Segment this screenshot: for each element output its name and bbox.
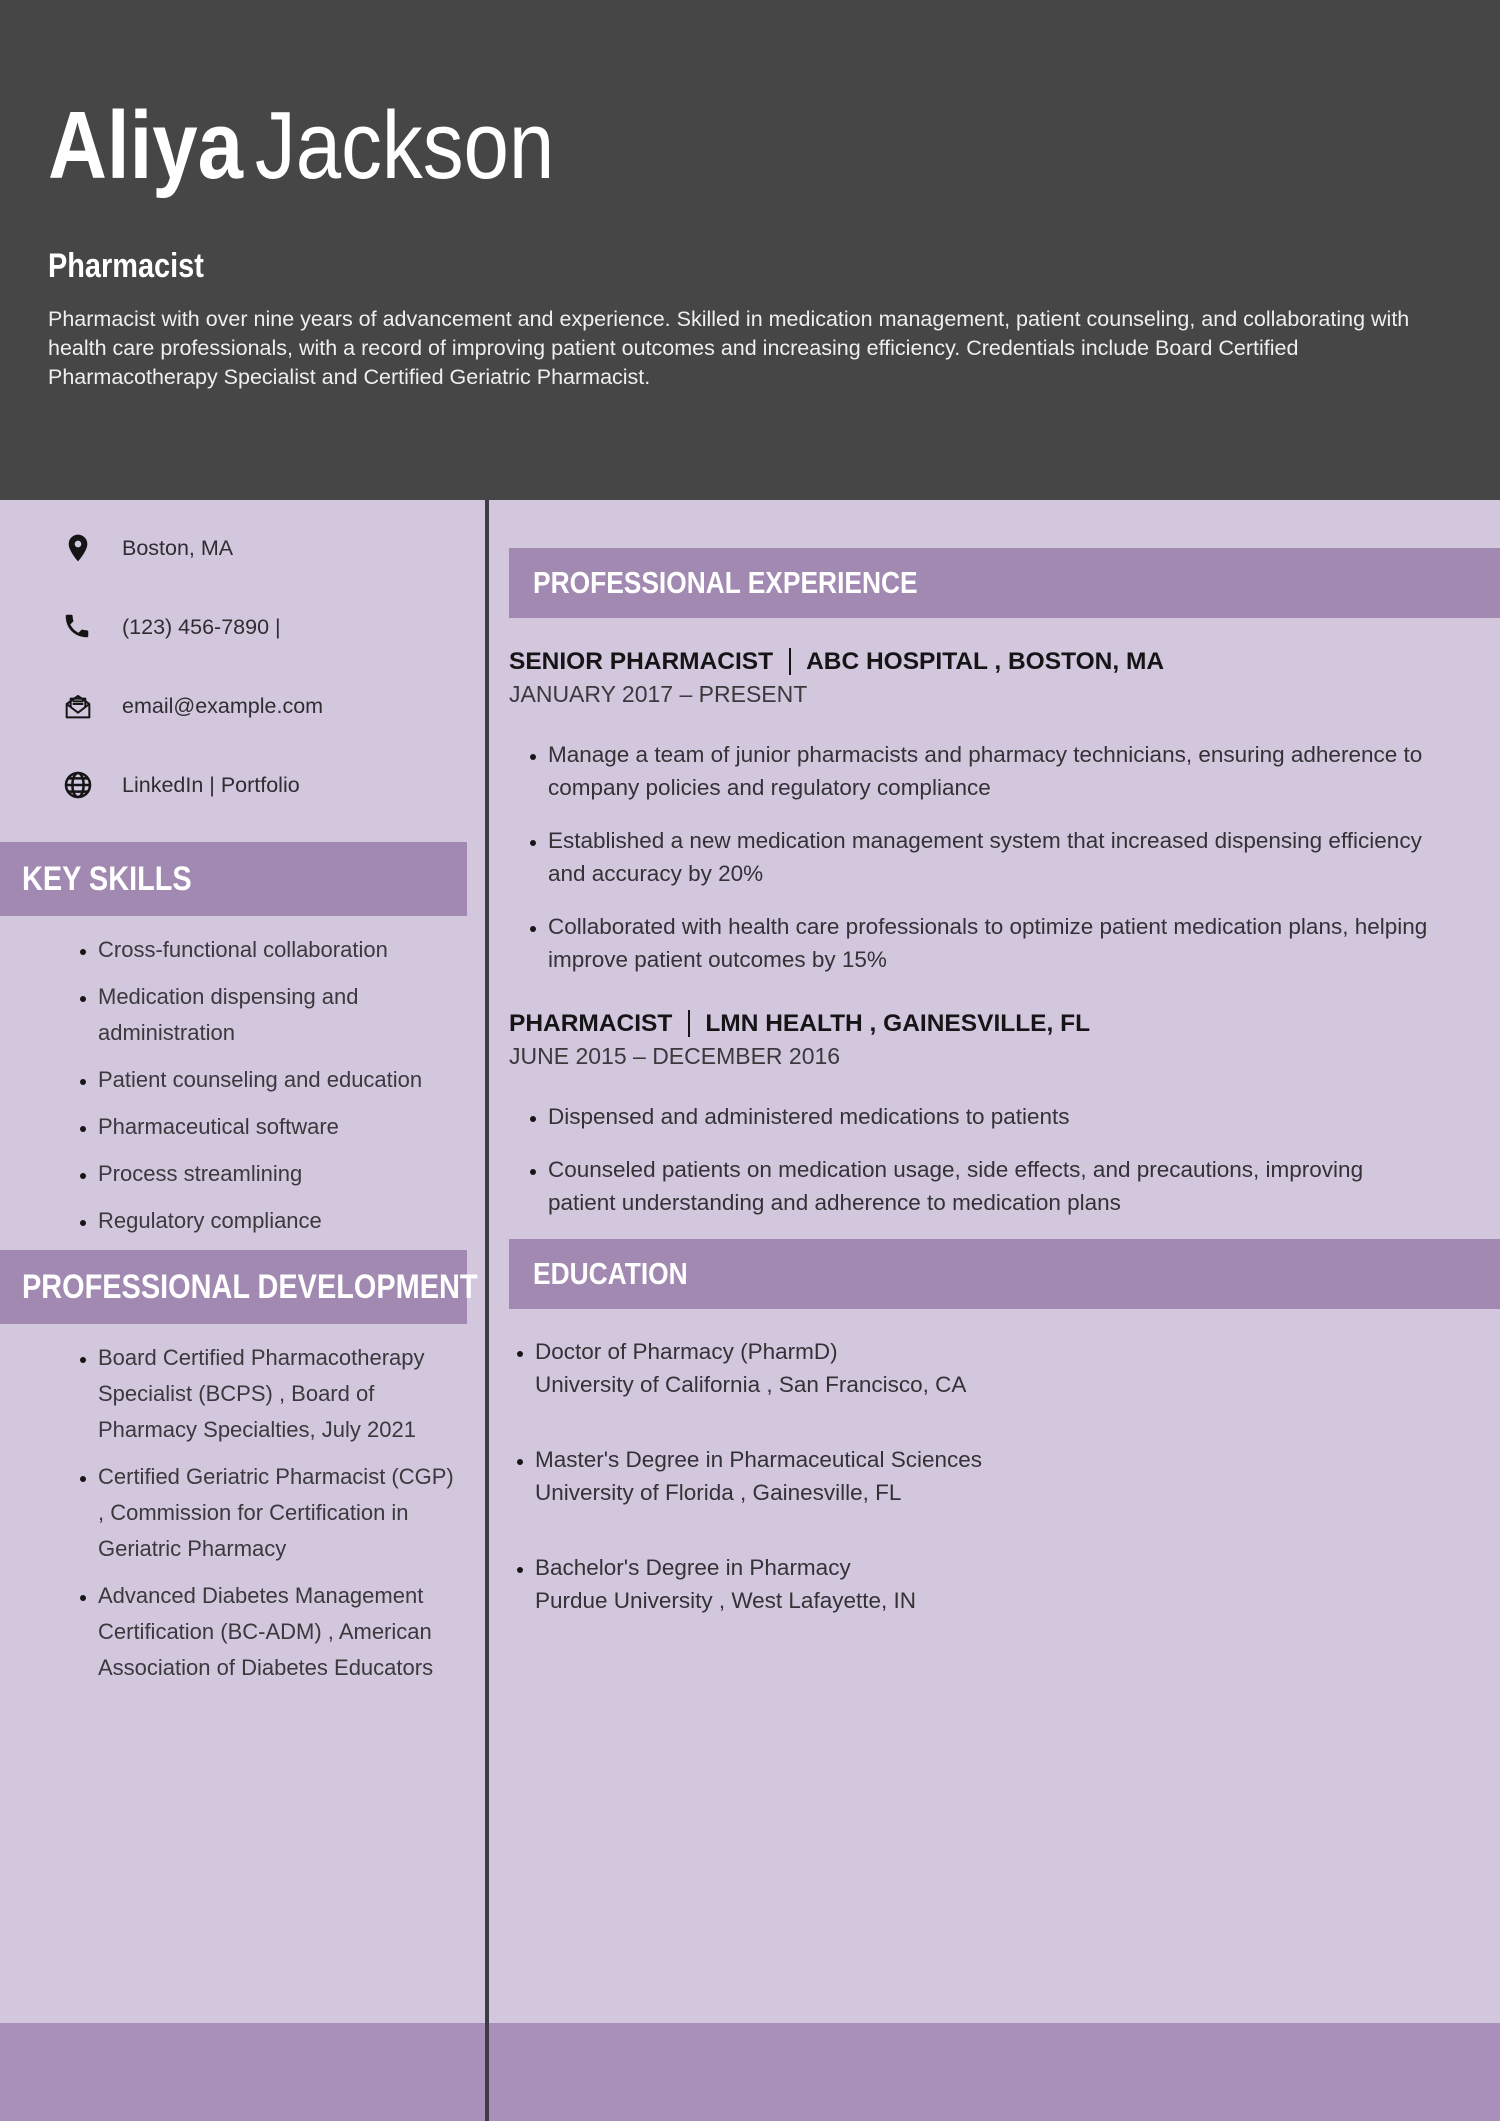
phone-text: (123) 456-7890 | <box>122 614 281 639</box>
education-degree: • Master's Degree in Pharmaceutical Sciences <box>535 1447 982 1472</box>
contact-phone <box>62 605 486 649</box>
job-role: PHARMACIST <box>509 1010 673 1037</box>
development-item: • Advanced Diabetes Management Certification (BC-ADM) , American Association of Diabetes Educators <box>98 1578 460 1686</box>
skill-item: • Process streamlining <box>98 1156 460 1192</box>
contact-location <box>62 526 486 570</box>
education-heading: EDUCATION <box>509 1239 1500 1309</box>
first-name: Aliya <box>48 92 244 199</box>
footer-strip <box>0 2023 1500 2121</box>
job-role: SENIOR PHARMACIST <box>509 648 774 675</box>
job-entry-pharmacist <box>509 1010 1500 1219</box>
phone-icon <box>62 611 94 643</box>
job-heading <box>509 648 1500 676</box>
job-dates: JUNE 2015 – DECEMBER 2016 <box>509 1043 841 1069</box>
education-item <box>535 1335 1500 1401</box>
education-list <box>490 1335 1500 1617</box>
person-name <box>48 92 644 199</box>
job-bullet: • Collaborated with health care professionals to optimize patient medication plans, helping improve patient outcomes by 15% <box>548 910 1428 976</box>
experience-heading: PROFESSIONAL EXPERIENCE <box>509 548 1500 618</box>
job-bullet: • Dispensed and administered medications to patients <box>548 1100 1428 1133</box>
profile-summary: Pharmacist with over nine years of advancement and experience. Skilled in medication management, patient counseling, and collaborating with health care professionals, with a record of improving patient outcomes and increasing efficiency. Credentials include Board Certified Pharmacotherapy Specialist and Certified Geriatric Pharmacist. <box>48 307 1410 389</box>
education-item <box>535 1443 1500 1509</box>
contact-email <box>62 684 486 728</box>
job-company: LMN HEALTH , GAINESVILLE, FL <box>688 1010 1090 1037</box>
skill-item: • Pharmaceutical software <box>98 1109 460 1145</box>
last-name: Jackson <box>254 92 555 199</box>
education-item <box>535 1551 1500 1617</box>
job-bullet: • Counseled patients on medication usage, side effects, and precautions, improving patient understanding and adherence to medication plans <box>548 1153 1428 1219</box>
job-dates: JANUARY 2017 – PRESENT <box>509 681 808 707</box>
education-school: Purdue University , West Lafayette, IN <box>535 1588 916 1613</box>
job-title: Pharmacist <box>48 247 204 285</box>
professional-development-heading: PROFESSIONAL DEVELOPMENT <box>0 1250 467 1324</box>
professional-development-list <box>0 1340 486 1686</box>
job-company: ABC HOSPITAL , BOSTON, MA <box>789 648 1164 675</box>
skill-item: • Regulatory compliance <box>98 1203 460 1239</box>
header <box>0 0 1500 500</box>
location-text: Boston, MA <box>122 535 234 560</box>
education-school: University of California , San Francisco, CA <box>535 1372 967 1397</box>
skill-item: • Medication dispensing and administration <box>98 979 460 1051</box>
key-skills-heading: KEY SKILLS <box>0 842 467 916</box>
sidebar <box>0 500 486 1697</box>
job-bullet: • Manage a team of junior pharmacists and pharmacy technicians, ensuring adherence to company policies and regulatory compliance <box>548 738 1428 804</box>
development-item: • Board Certified Pharmacotherapy Specialist (BCPS) , Board of Pharmacy Specialties, July 2021 <box>98 1340 460 1448</box>
key-skills-list <box>0 932 486 1239</box>
job-entry-senior-pharmacist <box>509 648 1500 976</box>
job-bullet: • Established a new medication management system that increased dispensing efficiency and accuracy by 20% <box>548 824 1428 890</box>
contact-section <box>0 500 486 807</box>
development-item: • Certified Geriatric Pharmacist (CGP) , Commission for Certification in Geriatric Pharmacy <box>98 1459 460 1567</box>
contact-links <box>62 763 486 807</box>
education-school: University of Florida , Gainesville, FL <box>535 1480 902 1505</box>
skill-item: • Cross-functional collaboration <box>98 932 460 968</box>
main-column <box>490 500 1500 1659</box>
links-text[interactable]: LinkedIn | Portfolio <box>122 772 300 797</box>
job-bullets <box>509 738 1500 976</box>
email-icon <box>62 690 94 722</box>
skill-item: • Patient counseling and education <box>98 1062 460 1098</box>
job-bullets <box>509 1100 1500 1219</box>
education-degree: • Doctor of Pharmacy (PharmD) <box>535 1339 838 1364</box>
column-divider <box>485 500 489 2121</box>
education-degree: • Bachelor's Degree in Pharmacy <box>535 1555 851 1580</box>
location-pin-icon <box>62 532 94 564</box>
globe-icon <box>62 769 94 801</box>
email-text[interactable]: email@example.com <box>122 693 324 718</box>
job-heading <box>509 1010 1500 1038</box>
